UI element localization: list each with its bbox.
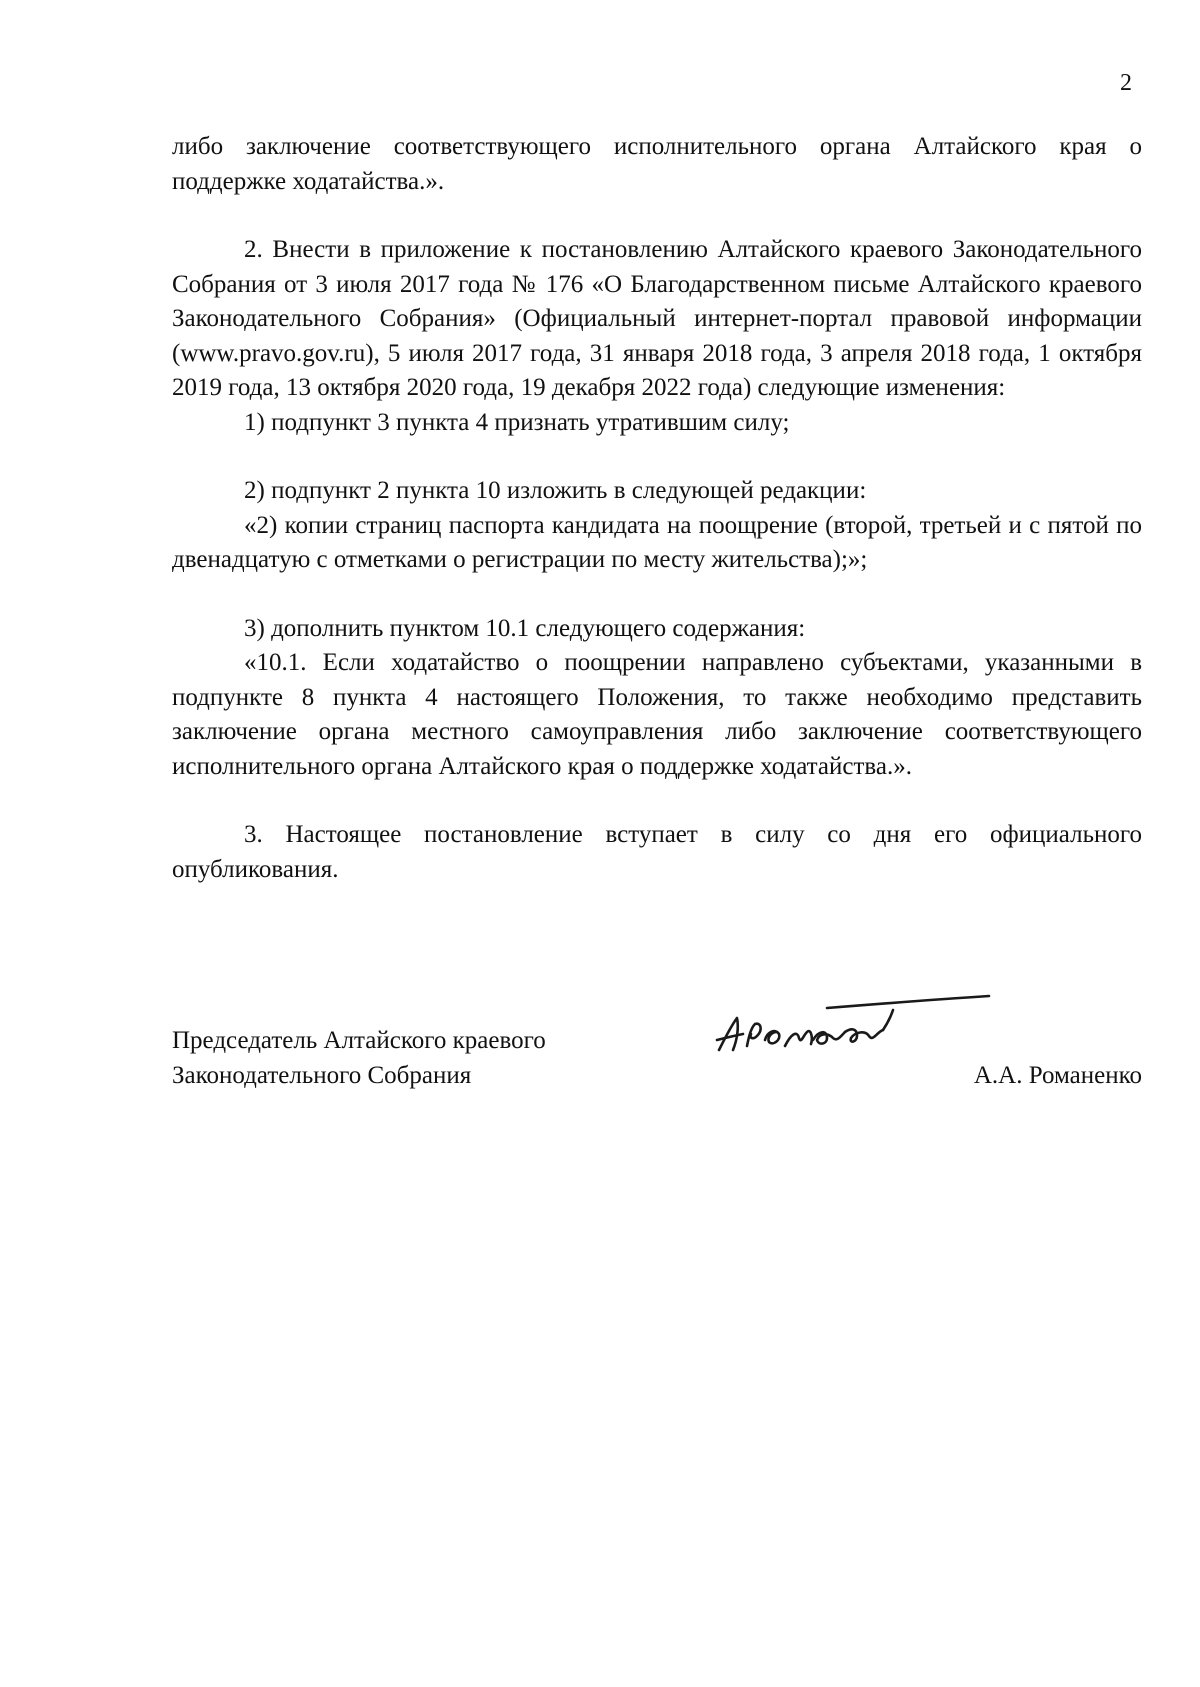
paragraph-item-2: 2. Внести в приложение к постановлению Алтайского краевого Законодательного Собрания от 3 июля 2017 года № 176 «О Благодарственном письме Алтайского краевого Законодательного Собрания» (Официальный интернет-портал правовой информации (www.pravo.gov.ru), 5 июля 2017 года, 31 января 2018 года, 3 апреля 2018 года, 1 октября 2019 года, 13 октября 2020 года, 19 декабря 2022 года) следующие изменения:: [172, 236, 1142, 401]
page-number: 2: [1120, 70, 1132, 96]
signer-title-line-1: Председатель Алтайского краевого: [172, 1027, 546, 1054]
signer-name: А.А. Романенко: [973, 1062, 1142, 1089]
paragraph-subitem-1: 1) подпункт 3 пункта 4 признать утратившим силу;: [244, 408, 790, 436]
handwritten-signature: [707, 988, 997, 1068]
signer-title-line-2: Законодательного Собрания: [172, 1062, 472, 1089]
paragraph-item-3: 3. Настоящее постановление вступает в силу со дня его официального опубликования.: [172, 821, 1142, 883]
paragraph-quoted-text-2: «2) копии страниц паспорта кандидата на поощрение (второй, третьей и с пятой по двенадцатую с отметками о регистрации по месту жительства);»;: [172, 511, 1142, 573]
paragraph-continuation: либо заключение соответствующего исполнительного органа Алтайского края о поддержке ходатайства.».: [172, 133, 1142, 195]
document-body: [172, 130, 1142, 887]
paragraph-subitem-2: 2) подпункт 2 пункта 10 изложить в следующей редакции:: [244, 477, 867, 504]
signature-block: [172, 1023, 1142, 1093]
paragraph-quoted-text-10-1: «10.1. Если ходатайство о поощрении направлено субъектами, указанными в подпункте 8 пункта 4 настоящего Положения, то также необходимо представить заключение органа местного самоуправления либо заключение соответствующего исполнительного органа Алтайского края о поддержке ходатайства.».: [172, 649, 1142, 780]
paragraph-subitem-3: 3) дополнить пунктом 10.1 следующего содержания:: [244, 614, 806, 642]
